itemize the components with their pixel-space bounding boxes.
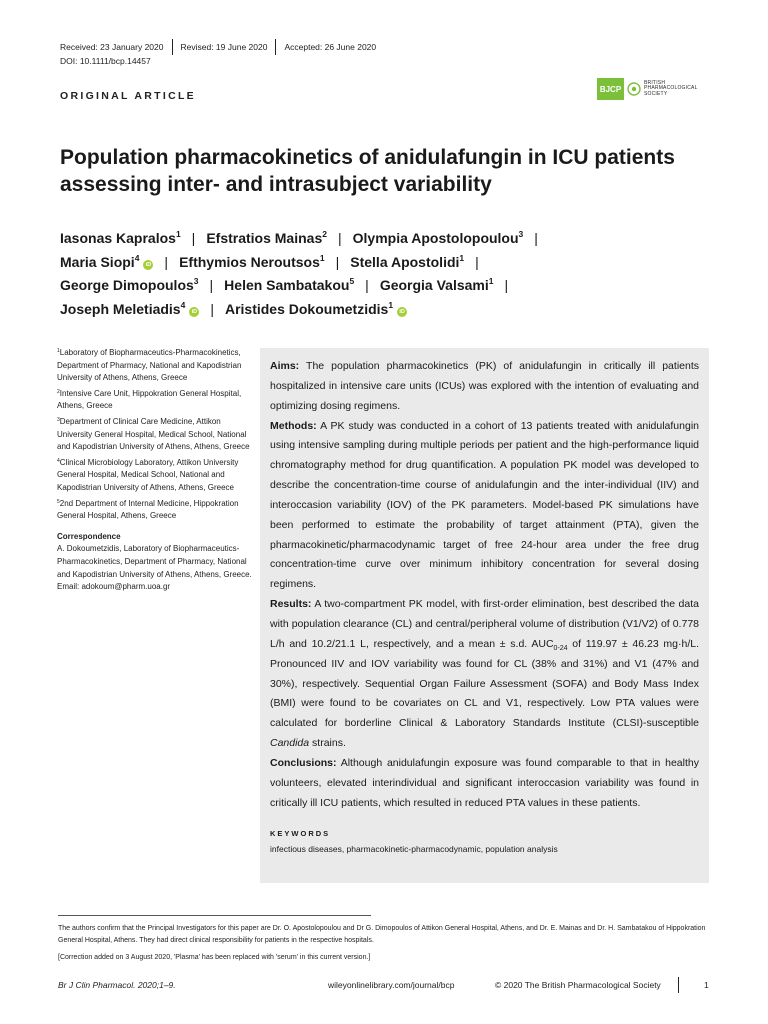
author-separator: | — [337, 230, 342, 246]
results-text-2: of 119.97 ± 46.23 mg·h/L. Pronounced IIV and IOV variability was found for CL (38% and 31%) and V1 (47% and 30%), respectively. Sequential Organ Failure Assessment (SOFA) and Body Mass Index (BMI) were found to be covariates on CL and V1, respectively. Low PTA values were calculated for borderline Clinical & Laboratory Standards Institute (CLSI)-susceptible — [270, 637, 699, 730]
revised-date: Revised: 19 June 2020 — [180, 42, 268, 52]
author-line — [60, 251, 720, 275]
author-name[interactable] — [60, 230, 181, 246]
methods-text: A PK study was conducted in a cohort of 13 patients treated with anidulafungin using intensive sampling during multiple periods per patient and the high-performance liquid chromatography method for drug quantification. A population PK model was developed to describe the concentration-time course of anidulafungin and the inter-individual (IIV) and interoccasion variability (IOV) of the PK parameters. Model-based PK simulations have been performed to estimate the probability of target attainment (PTA), given the pharmacokinetic/pharmacodynamic target of free 24-hour area under the free drug concentration-time curve over minimum inhibitory concentration for several dosing regimens. — [270, 419, 699, 591]
affiliation-marker: 3 — [193, 276, 199, 286]
keywords-heading: KEYWORDS — [270, 829, 331, 839]
affiliation-number: 2 — [57, 388, 60, 395]
affiliation-marker: 1 — [388, 299, 394, 310]
footer-divider — [678, 977, 679, 993]
author-name-text: Helen Sambatakou — [224, 277, 350, 293]
affiliation-item — [57, 416, 252, 454]
author-line — [60, 274, 720, 298]
author-name-text: Maria Siopi — [60, 253, 135, 270]
candida-italic: Candida — [270, 737, 310, 750]
article-dates — [60, 39, 376, 55]
author-line — [60, 298, 720, 322]
affiliation-number: 4 — [57, 457, 60, 464]
author-name-text: Iasonas Kapralos — [60, 230, 176, 246]
author-name-text: Stella Apostolidi — [350, 253, 460, 270]
correspondence-details — [57, 543, 252, 593]
abstract-results — [270, 595, 699, 754]
doi[interactable]: DOI: 10.1111/bcp.14457 — [60, 56, 151, 66]
author-separator: | — [475, 253, 479, 270]
journal-citation: Br J Clin Pharmacol. 2020;1–9. — [58, 980, 176, 990]
correspondence-heading: Correspondence — [57, 531, 121, 541]
page-number: 1 — [704, 980, 709, 990]
affiliation-item — [57, 498, 252, 523]
society-logo — [627, 81, 698, 98]
affiliation-number: 3 — [57, 416, 60, 423]
abstract-conclusions — [270, 754, 699, 814]
author-separator: | — [534, 230, 538, 246]
affiliation-marker: 1 — [175, 229, 181, 239]
author-name-text: Efthymios Neroutsos — [179, 253, 320, 270]
author-name-text: Aristides Dokoumetzidis — [224, 300, 389, 317]
author-name[interactable] — [60, 301, 199, 317]
keywords-text: infectious diseases, pharmacokinetic-pharmacodynamic, population analysis — [270, 844, 558, 855]
author-separator: | — [209, 277, 214, 293]
author-list — [60, 227, 720, 321]
affiliation-text: Clinical Microbiology Laboratory, Attikon University General Hospital, Medical School, National and Kapodistrian University of Athens, Athens, Greece — [57, 457, 239, 492]
author-name[interactable] — [225, 301, 407, 317]
divider — [275, 39, 276, 55]
affiliation-number: 1 — [57, 348, 60, 354]
author-name[interactable] — [353, 230, 524, 246]
orcid-icon[interactable]: iD — [143, 260, 153, 270]
affiliations — [57, 347, 252, 594]
footnote-divider — [58, 915, 371, 916]
society-emblem-icon — [627, 82, 641, 96]
copyright: © 2020 The British Pharmacological Society — [495, 980, 661, 990]
author-name[interactable] — [380, 277, 494, 293]
author-name-text: Joseph Meletiadis — [60, 300, 181, 317]
journal-website-link[interactable]: wileyonlinelibrary.com/journal/bcp — [328, 980, 455, 990]
journal-logo[interactable] — [597, 78, 698, 100]
author-name[interactable] — [224, 277, 354, 293]
received-date: Received: 23 January 2020 — [60, 42, 164, 52]
bjcp-badge: BJCP — [597, 78, 624, 100]
author-line — [60, 227, 720, 251]
orcid-icon[interactable]: iD — [189, 307, 199, 317]
affiliation-marker: 3 — [518, 229, 524, 239]
affiliation-text: 2nd Department of Internal Medicine, Hippokration General Hospital, Athens, Greece — [57, 498, 239, 521]
affiliation-number: 5 — [57, 498, 60, 505]
abstract-methods — [270, 417, 699, 596]
correspondence-address: A. Dokoumetzidis, Laboratory of Biopharmaceutics-Pharmacokinetics, Department of Pharmacy, National and Kapodistrian University of Athens, Athens, Greece. — [57, 544, 252, 579]
results-text-3: strains. — [309, 737, 346, 750]
divider — [172, 39, 173, 55]
author-name[interactable] — [179, 254, 325, 270]
orcid-icon[interactable]: iD — [397, 307, 407, 317]
methods-label: Methods: — [270, 419, 317, 432]
author-name-text: Olympia Apostolopoulou — [352, 230, 519, 246]
author-separator: | — [365, 277, 369, 293]
article-type-label: ORIGINAL ARTICLE — [60, 90, 196, 102]
accepted-date: Accepted: 26 June 2020 — [284, 42, 377, 52]
conclusions-text: Although anidulafungin exposure was found comparable to that in healthy volunteers, elevated interindividual and significant interoccasion variability was found in critically ill ICU patients, which resulted in reduced PTA values in these patients. — [270, 756, 699, 809]
affiliation-marker: 4 — [134, 252, 140, 263]
affiliation-item — [57, 457, 252, 495]
author-separator: | — [164, 253, 169, 270]
society-name: BRITISH PHARMACOLOGICAL SOCIETY — [644, 79, 698, 97]
author-separator: | — [335, 253, 340, 270]
page-footer — [58, 977, 710, 993]
article-title: Population pharmacokinetics of anidulafungin in ICU patients assessing inter- and intrasubject variability — [60, 146, 675, 196]
affiliation-marker: 4 — [180, 299, 186, 310]
author-name[interactable] — [60, 277, 199, 293]
affiliation-item — [57, 388, 252, 413]
author-separator: | — [191, 230, 196, 246]
results-text: A two-compartment PK model, with first-order elimination, best described the data with population clearance (CL) and central/peripheral volume of distribution (V1/V2) of 0.778 L/h and 10.2/21.1 L, respectively, and a mean ± s.d. AUC — [270, 598, 699, 650]
footnote-text: The authors confirm that the Principal Investigators for this paper are Dr. O. Apostolopoulou and Dr G. Dimopoulos of Attikon General Hospital, Athens, and Dr. E. Mainas and Dr. H. Sambatakou of Hippokration General Hospital, Athens. They had direct clinical responsibility for patients in the respective hospitals. — [58, 925, 706, 944]
author-name-text: George Dimopoulos — [60, 277, 194, 293]
conclusions-label: Conclusions: — [270, 756, 337, 769]
correspondence-email[interactable]: Email: adokoum@pharm.uoa.gr — [57, 582, 171, 592]
abstract-box — [260, 348, 709, 883]
aims-label: Aims: — [270, 360, 300, 372]
affiliation-marker: 1 — [459, 252, 465, 263]
author-name[interactable] — [60, 254, 153, 270]
author-separator: | — [210, 300, 214, 317]
affiliation-list — [57, 347, 252, 523]
results-label: Results: — [270, 598, 312, 611]
affiliation-text: Department of Clinical Care Medicine, Attikon University General Hospital, Medical School, National and Kapodistrian University of Athens, Athens, Greece — [57, 416, 250, 452]
author-name[interactable] — [206, 230, 327, 246]
auc-subscript: 0-24 — [553, 644, 568, 652]
affiliation-marker: 1 — [488, 276, 494, 286]
author-name-text: Georgia Valsami — [379, 277, 489, 293]
affiliation-text: Intensive Care Unit, Hippokration General Hospital, Athens, Greece — [57, 388, 242, 411]
affiliation-marker: 2 — [322, 229, 327, 239]
abstract-aims — [270, 357, 699, 417]
aims-text: The population pharmacokinetics (PK) of anidulafungin in critically ill patients hospitalized in intensive care units (ICUs) was explored with the intention of evaluating and optimizing dosing regimens. — [270, 360, 699, 412]
author-name[interactable] — [350, 254, 464, 270]
author-separator: | — [504, 277, 509, 293]
affiliation-marker: 1 — [319, 252, 325, 263]
affiliation-item — [57, 347, 252, 385]
author-name-text: Efstratios Mainas — [206, 230, 323, 246]
affiliation-marker: 5 — [349, 276, 355, 286]
correction-note: [Correction added on 3 August 2020, 'Plasma' has been replaced with 'serum' in this current version.] — [58, 954, 371, 961]
affiliation-text: Laboratory of Biopharmaceutics-Pharmacokinetics, Department of Pharmacy, National and Kapodistrian University of Athens, Athens, Greece — [57, 348, 242, 383]
